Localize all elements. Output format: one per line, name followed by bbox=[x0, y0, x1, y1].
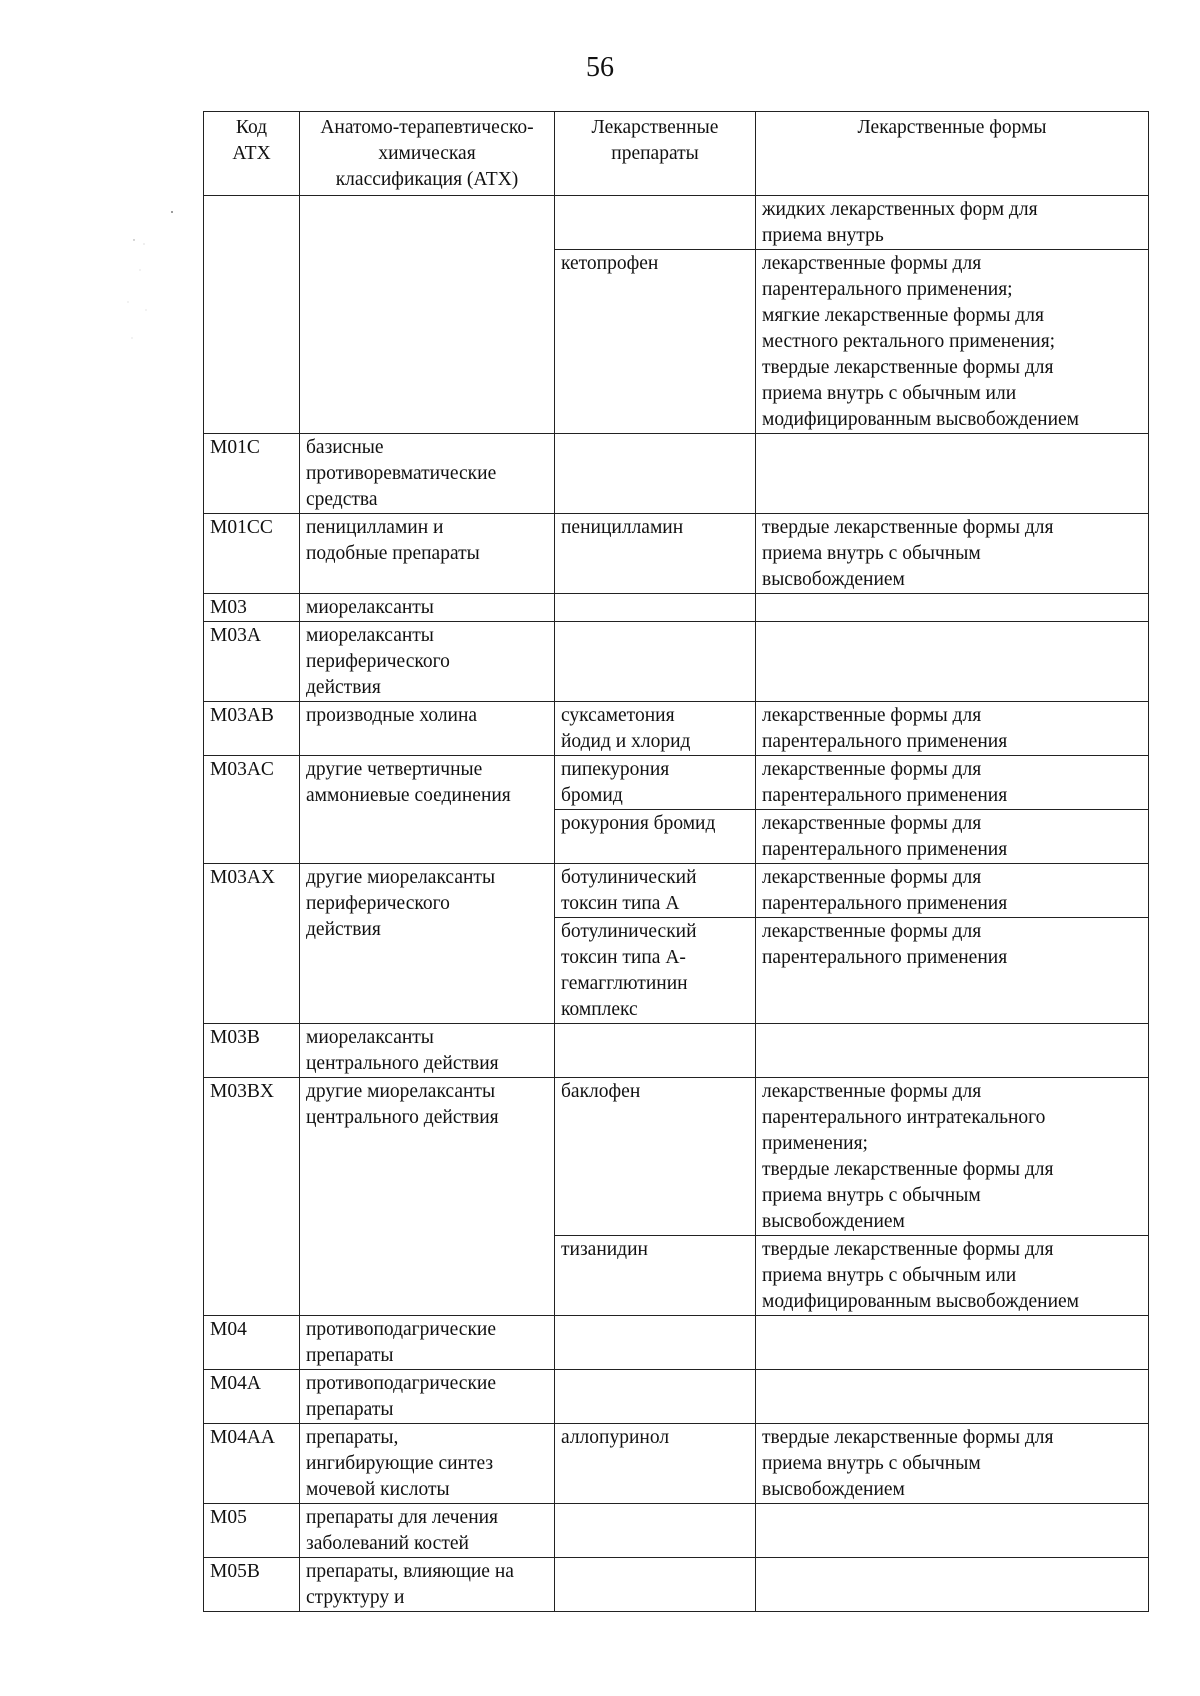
drug-cell bbox=[555, 196, 756, 250]
dosage-form-cell: твердые лекарственные формы для приема внутрь с обычным или модифицированным высвобождением bbox=[756, 1236, 1149, 1316]
header-dosage-forms: Лекарственные формы bbox=[756, 112, 1149, 196]
dosage-form-cell: лекарственные формы для парентерального применения; мягкие лекарственные формы для местного ректального применения; твердые лекарственные формы для приема внутрь с обычным или модифицированным высвобождением bbox=[756, 250, 1149, 434]
drug-cell: ботулинический токсин типа А bbox=[555, 864, 756, 918]
atx-class-cell: другие миорелаксанты периферического действия bbox=[300, 864, 555, 1024]
header-atx-code: Код АТХ bbox=[204, 112, 300, 196]
dosage-form-cell bbox=[756, 1504, 1149, 1558]
atx-class-cell: производные холина bbox=[300, 702, 555, 756]
dosage-form-cell bbox=[756, 594, 1149, 622]
atx-class-cell: миорелаксанты bbox=[300, 594, 555, 622]
dosage-form-cell bbox=[756, 434, 1149, 514]
drug-cell bbox=[555, 1316, 756, 1370]
header-drugs: Лекарственные препараты bbox=[555, 112, 756, 196]
atx-code-cell: M05 bbox=[204, 1504, 300, 1558]
table-row bbox=[204, 1316, 1149, 1370]
drug-cell bbox=[555, 434, 756, 514]
drug-cell: тизанидин bbox=[555, 1236, 756, 1316]
atx-class-cell: препараты, ингибирующие синтез мочевой кислоты bbox=[300, 1424, 555, 1504]
atx-class-cell: другие миорелаксанты центрального действия bbox=[300, 1078, 555, 1316]
drug-cell: баклофен bbox=[555, 1078, 756, 1236]
table-row bbox=[204, 1558, 1149, 1612]
table-row bbox=[204, 622, 1149, 702]
atx-code-cell: M03B bbox=[204, 1024, 300, 1078]
dosage-form-cell bbox=[756, 1558, 1149, 1612]
header-atx-classification: Анатомо-терапевтическо- химическая классификация (АТХ) bbox=[300, 112, 555, 196]
atx-code-cell: M05B bbox=[204, 1558, 300, 1612]
table-row bbox=[204, 756, 1149, 810]
drug-cell bbox=[555, 1504, 756, 1558]
dosage-form-cell: лекарственные формы для парентерального применения bbox=[756, 702, 1149, 756]
atx-code-cell: M04AA bbox=[204, 1424, 300, 1504]
atx-code-cell: M01CC bbox=[204, 514, 300, 594]
drug-cell: суксаметония йодид и хлорид bbox=[555, 702, 756, 756]
dosage-form-cell: жидких лекарственных форм для приема внутрь bbox=[756, 196, 1149, 250]
atx-class-cell: базисные противоревматические средства bbox=[300, 434, 555, 514]
dosage-form-cell: лекарственные формы для парентерального интратекального применения; твердые лекарственные формы для приема внутрь с обычным высвобождением bbox=[756, 1078, 1149, 1236]
table-row bbox=[204, 1504, 1149, 1558]
table-row bbox=[204, 514, 1149, 594]
drug-cell: пеницилламин bbox=[555, 514, 756, 594]
dosage-form-cell: лекарственные формы для парентерального применения bbox=[756, 756, 1149, 810]
table-row bbox=[204, 1024, 1149, 1078]
dosage-form-cell: лекарственные формы для парентерального применения bbox=[756, 864, 1149, 918]
table-row bbox=[204, 864, 1149, 918]
dosage-form-cell: твердые лекарственные формы для приема внутрь с обычным высвобождением bbox=[756, 1424, 1149, 1504]
page-number: 56 bbox=[586, 52, 614, 83]
drug-cell: кетопрофен bbox=[555, 250, 756, 434]
atx-class-cell: миорелаксанты периферического действия bbox=[300, 622, 555, 702]
drug-cell bbox=[555, 1370, 756, 1424]
atx-class-cell bbox=[300, 196, 555, 434]
dosage-form-cell: лекарственные формы для парентерального применения bbox=[756, 810, 1149, 864]
atx-code-cell: M03BX bbox=[204, 1078, 300, 1316]
drug-cell: пипекурония бромид bbox=[555, 756, 756, 810]
atx-class-cell: препараты для лечения заболеваний костей bbox=[300, 1504, 555, 1558]
table-row bbox=[204, 434, 1149, 514]
atx-class-cell: препараты, влияющие на структуру и bbox=[300, 1558, 555, 1612]
atx-code-cell: M03AB bbox=[204, 702, 300, 756]
dosage-form-cell: твердые лекарственные формы для приема внутрь с обычным высвобождением bbox=[756, 514, 1149, 594]
drug-cell bbox=[555, 1024, 756, 1078]
drug-cell: ботулинический токсин типа А- гемагглютинин комплекс bbox=[555, 918, 756, 1024]
dosage-form-cell bbox=[756, 1370, 1149, 1424]
dosage-form-cell bbox=[756, 1024, 1149, 1078]
atx-classification-table bbox=[203, 111, 1149, 1612]
table-row bbox=[204, 702, 1149, 756]
atx-code-cell: M03AX bbox=[204, 864, 300, 1024]
drug-cell bbox=[555, 1558, 756, 1612]
drug-cell: рокурония бромид bbox=[555, 810, 756, 864]
table-header-row bbox=[204, 112, 1149, 196]
table-row bbox=[204, 196, 1149, 250]
scan-noise bbox=[120, 210, 180, 360]
atx-code-cell bbox=[204, 196, 300, 434]
dosage-form-cell: лекарственные формы для парентерального применения bbox=[756, 918, 1149, 1024]
atx-class-cell: противоподагрические препараты bbox=[300, 1370, 555, 1424]
table-row bbox=[204, 594, 1149, 622]
table-row bbox=[204, 1424, 1149, 1504]
atx-code-cell: M03 bbox=[204, 594, 300, 622]
dosage-form-cell bbox=[756, 1316, 1149, 1370]
atx-code-cell: M04A bbox=[204, 1370, 300, 1424]
drug-cell: аллопуринол bbox=[555, 1424, 756, 1504]
dosage-form-cell bbox=[756, 622, 1149, 702]
atx-class-cell: другие четвертичные аммониевые соединения bbox=[300, 756, 555, 864]
drug-cell bbox=[555, 622, 756, 702]
table-row bbox=[204, 1078, 1149, 1236]
atx-code-cell: M01C bbox=[204, 434, 300, 514]
atx-class-cell: пеницилламин и подобные препараты bbox=[300, 514, 555, 594]
atx-code-cell: M04 bbox=[204, 1316, 300, 1370]
drug-cell bbox=[555, 594, 756, 622]
atx-code-cell: M03A bbox=[204, 622, 300, 702]
table-row bbox=[204, 1370, 1149, 1424]
atx-code-cell: M03AC bbox=[204, 756, 300, 864]
atx-class-cell: противоподагрические препараты bbox=[300, 1316, 555, 1370]
atx-class-cell: миорелаксанты центрального действия bbox=[300, 1024, 555, 1078]
